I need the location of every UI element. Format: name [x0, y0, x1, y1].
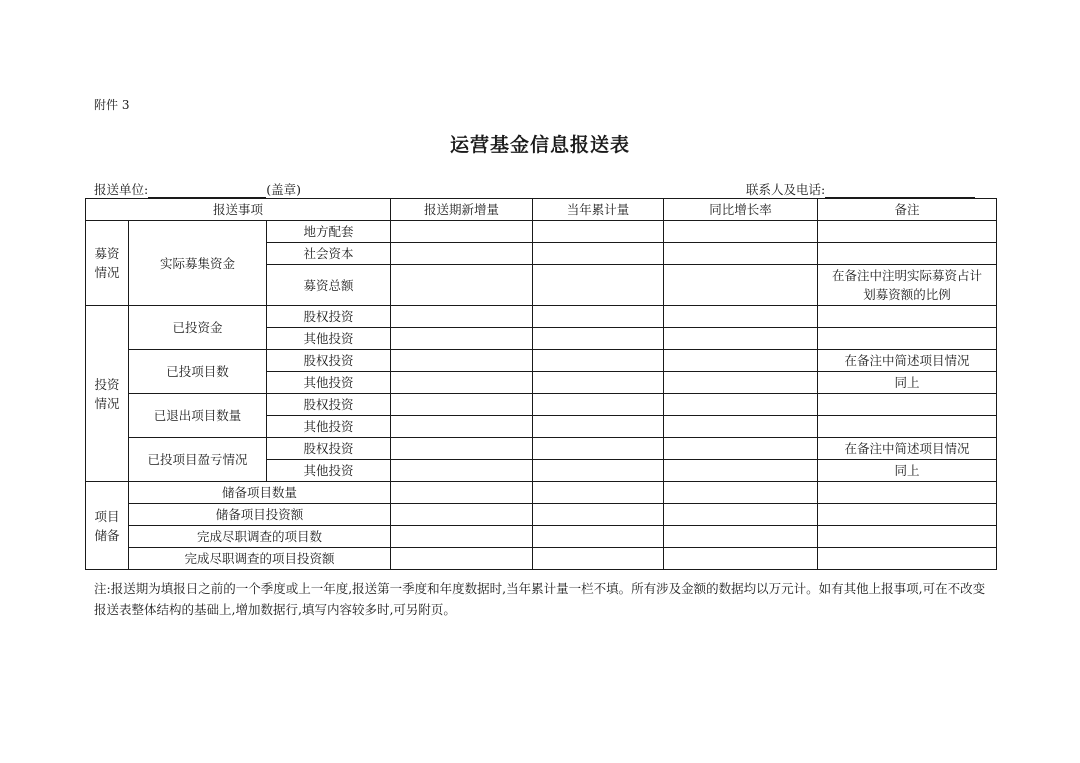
cell-yoy[interactable]: [664, 416, 818, 438]
cell-yoy[interactable]: [664, 350, 818, 372]
cell-new[interactable]: [391, 548, 533, 570]
cell-remark[interactable]: [818, 526, 997, 548]
cell-yoy[interactable]: [664, 526, 818, 548]
header-remarks: 备注: [818, 199, 997, 221]
cell-ytd[interactable]: [533, 548, 664, 570]
cell-remark[interactable]: 同上: [818, 372, 997, 394]
report-table: [85, 198, 997, 570]
sub-item: 募资总额: [267, 265, 391, 306]
reserve-item: 储备项目数量: [129, 482, 391, 504]
cell-yoy[interactable]: [664, 482, 818, 504]
cell-ytd[interactable]: [533, 416, 664, 438]
cell-new[interactable]: [391, 328, 533, 350]
cell-remark[interactable]: [818, 504, 997, 526]
cell-ytd[interactable]: [533, 460, 664, 482]
header-ytd-total: 当年累计量: [533, 199, 664, 221]
cell-remark[interactable]: [818, 328, 997, 350]
cell-remark[interactable]: [818, 221, 997, 243]
table-row: [86, 221, 997, 243]
cell-remark[interactable]: [818, 548, 997, 570]
cell-new[interactable]: [391, 416, 533, 438]
header-yoy-growth: 同比增长率: [664, 199, 818, 221]
cell-new[interactable]: [391, 394, 533, 416]
cell-yoy[interactable]: [664, 328, 818, 350]
cell-new[interactable]: [391, 460, 533, 482]
cell-ytd[interactable]: [533, 221, 664, 243]
seal-label: (盖章): [266, 182, 301, 197]
cell-new[interactable]: [391, 504, 533, 526]
sub-item: 股权投资: [267, 438, 391, 460]
cell-new[interactable]: [391, 526, 533, 548]
cell-yoy[interactable]: [664, 221, 818, 243]
sub-item: 股权投资: [267, 350, 391, 372]
reporting-unit-label: 报送单位:: [94, 182, 149, 197]
category-investment: 投资情况: [86, 306, 129, 482]
cell-ytd[interactable]: [533, 265, 664, 306]
header-item: 报送事项: [86, 199, 391, 221]
cell-ytd[interactable]: [533, 372, 664, 394]
table-row: [86, 548, 997, 570]
reserve-item: 储备项目投资额: [129, 504, 391, 526]
reporting-unit-blank[interactable]: [148, 184, 266, 198]
table-row: [86, 394, 997, 416]
category-reserve: 项目储备: [86, 482, 129, 570]
sub-item: 其他投资: [267, 328, 391, 350]
sub-item: 社会资本: [267, 243, 391, 265]
cell-ytd[interactable]: [533, 504, 664, 526]
sub-item: 其他投资: [267, 460, 391, 482]
cell-new[interactable]: [391, 372, 533, 394]
cell-remark[interactable]: [818, 394, 997, 416]
header-row: [86, 199, 997, 221]
cell-ytd[interactable]: [533, 526, 664, 548]
form-title: 运营基金信息报送表: [449, 134, 630, 156]
cell-remark[interactable]: 在备注中简述项目情况: [818, 350, 997, 372]
attachment-label: 附件 3: [94, 98, 130, 112]
contact-blank[interactable]: [825, 184, 975, 198]
group-actual-funds: 实际募集资金: [129, 221, 267, 306]
cell-remark[interactable]: [818, 482, 997, 504]
cell-remark[interactable]: [818, 416, 997, 438]
cell-ytd[interactable]: [533, 394, 664, 416]
cell-yoy[interactable]: [664, 243, 818, 265]
group-invested-projects: 已投项目数: [129, 350, 267, 394]
table-row: [86, 438, 997, 460]
cell-ytd[interactable]: [533, 243, 664, 265]
group-profit-loss: 已投项目盈亏情况: [129, 438, 267, 482]
cell-ytd[interactable]: [533, 350, 664, 372]
cell-yoy[interactable]: [664, 504, 818, 526]
sub-item: 其他投资: [267, 416, 391, 438]
table-row: [86, 526, 997, 548]
cell-new[interactable]: [391, 482, 533, 504]
footnote: 注:报送期为填报日之前的一个季度或上一年度,报送第一季度和年度数据时,当年累计量一栏不填。所有涉及金额的数据均以万元计。如有其他上报事项,可在不改变报送表整体结构的基础上,增加数据行,填写内容较多时,可另附页。: [94, 581, 986, 617]
group-exited-projects: 已退出项目数量: [129, 394, 267, 438]
cell-new[interactable]: [391, 438, 533, 460]
table-row: [86, 350, 997, 372]
cell-ytd[interactable]: [533, 438, 664, 460]
table-row: [86, 306, 997, 328]
contact-label: 联系人及电话:: [746, 182, 826, 197]
cell-yoy[interactable]: [664, 460, 818, 482]
reserve-item: 完成尽职调查的项目投资额: [129, 548, 391, 570]
cell-new[interactable]: [391, 221, 533, 243]
contact-info: [746, 180, 975, 198]
cell-yoy[interactable]: [664, 394, 818, 416]
cell-remark[interactable]: [818, 243, 997, 265]
cell-remark[interactable]: 同上: [818, 460, 997, 482]
reserve-item: 完成尽职调查的项目数: [129, 526, 391, 548]
group-invested-funds: 已投资金: [129, 306, 267, 350]
category-fundraising: 募资情况: [86, 221, 129, 306]
cell-yoy[interactable]: [664, 438, 818, 460]
cell-remark[interactable]: 在备注中简述项目情况: [818, 438, 997, 460]
cell-new[interactable]: [391, 265, 533, 306]
cell-ytd[interactable]: [533, 328, 664, 350]
sub-item: 股权投资: [267, 394, 391, 416]
sub-item: 地方配套: [267, 221, 391, 243]
cell-new[interactable]: [391, 350, 533, 372]
cell-ytd[interactable]: [533, 482, 664, 504]
cell-yoy[interactable]: [664, 306, 818, 328]
cell-yoy[interactable]: [664, 372, 818, 394]
cell-ytd[interactable]: [533, 306, 664, 328]
table-row: [86, 504, 997, 526]
cell-remark[interactable]: [818, 306, 997, 328]
sub-item: 股权投资: [267, 306, 391, 328]
cell-new[interactable]: [391, 306, 533, 328]
cell-yoy[interactable]: [664, 265, 818, 306]
cell-remark[interactable]: 在备注中注明实际募资占计划募资额的比例: [818, 265, 997, 306]
sub-item: 其他投资: [267, 372, 391, 394]
header-new-in-period: 报送期新增量: [391, 199, 533, 221]
reporting-unit: [94, 180, 301, 198]
cell-yoy[interactable]: [664, 548, 818, 570]
cell-new[interactable]: [391, 243, 533, 265]
table-row: [86, 482, 997, 504]
